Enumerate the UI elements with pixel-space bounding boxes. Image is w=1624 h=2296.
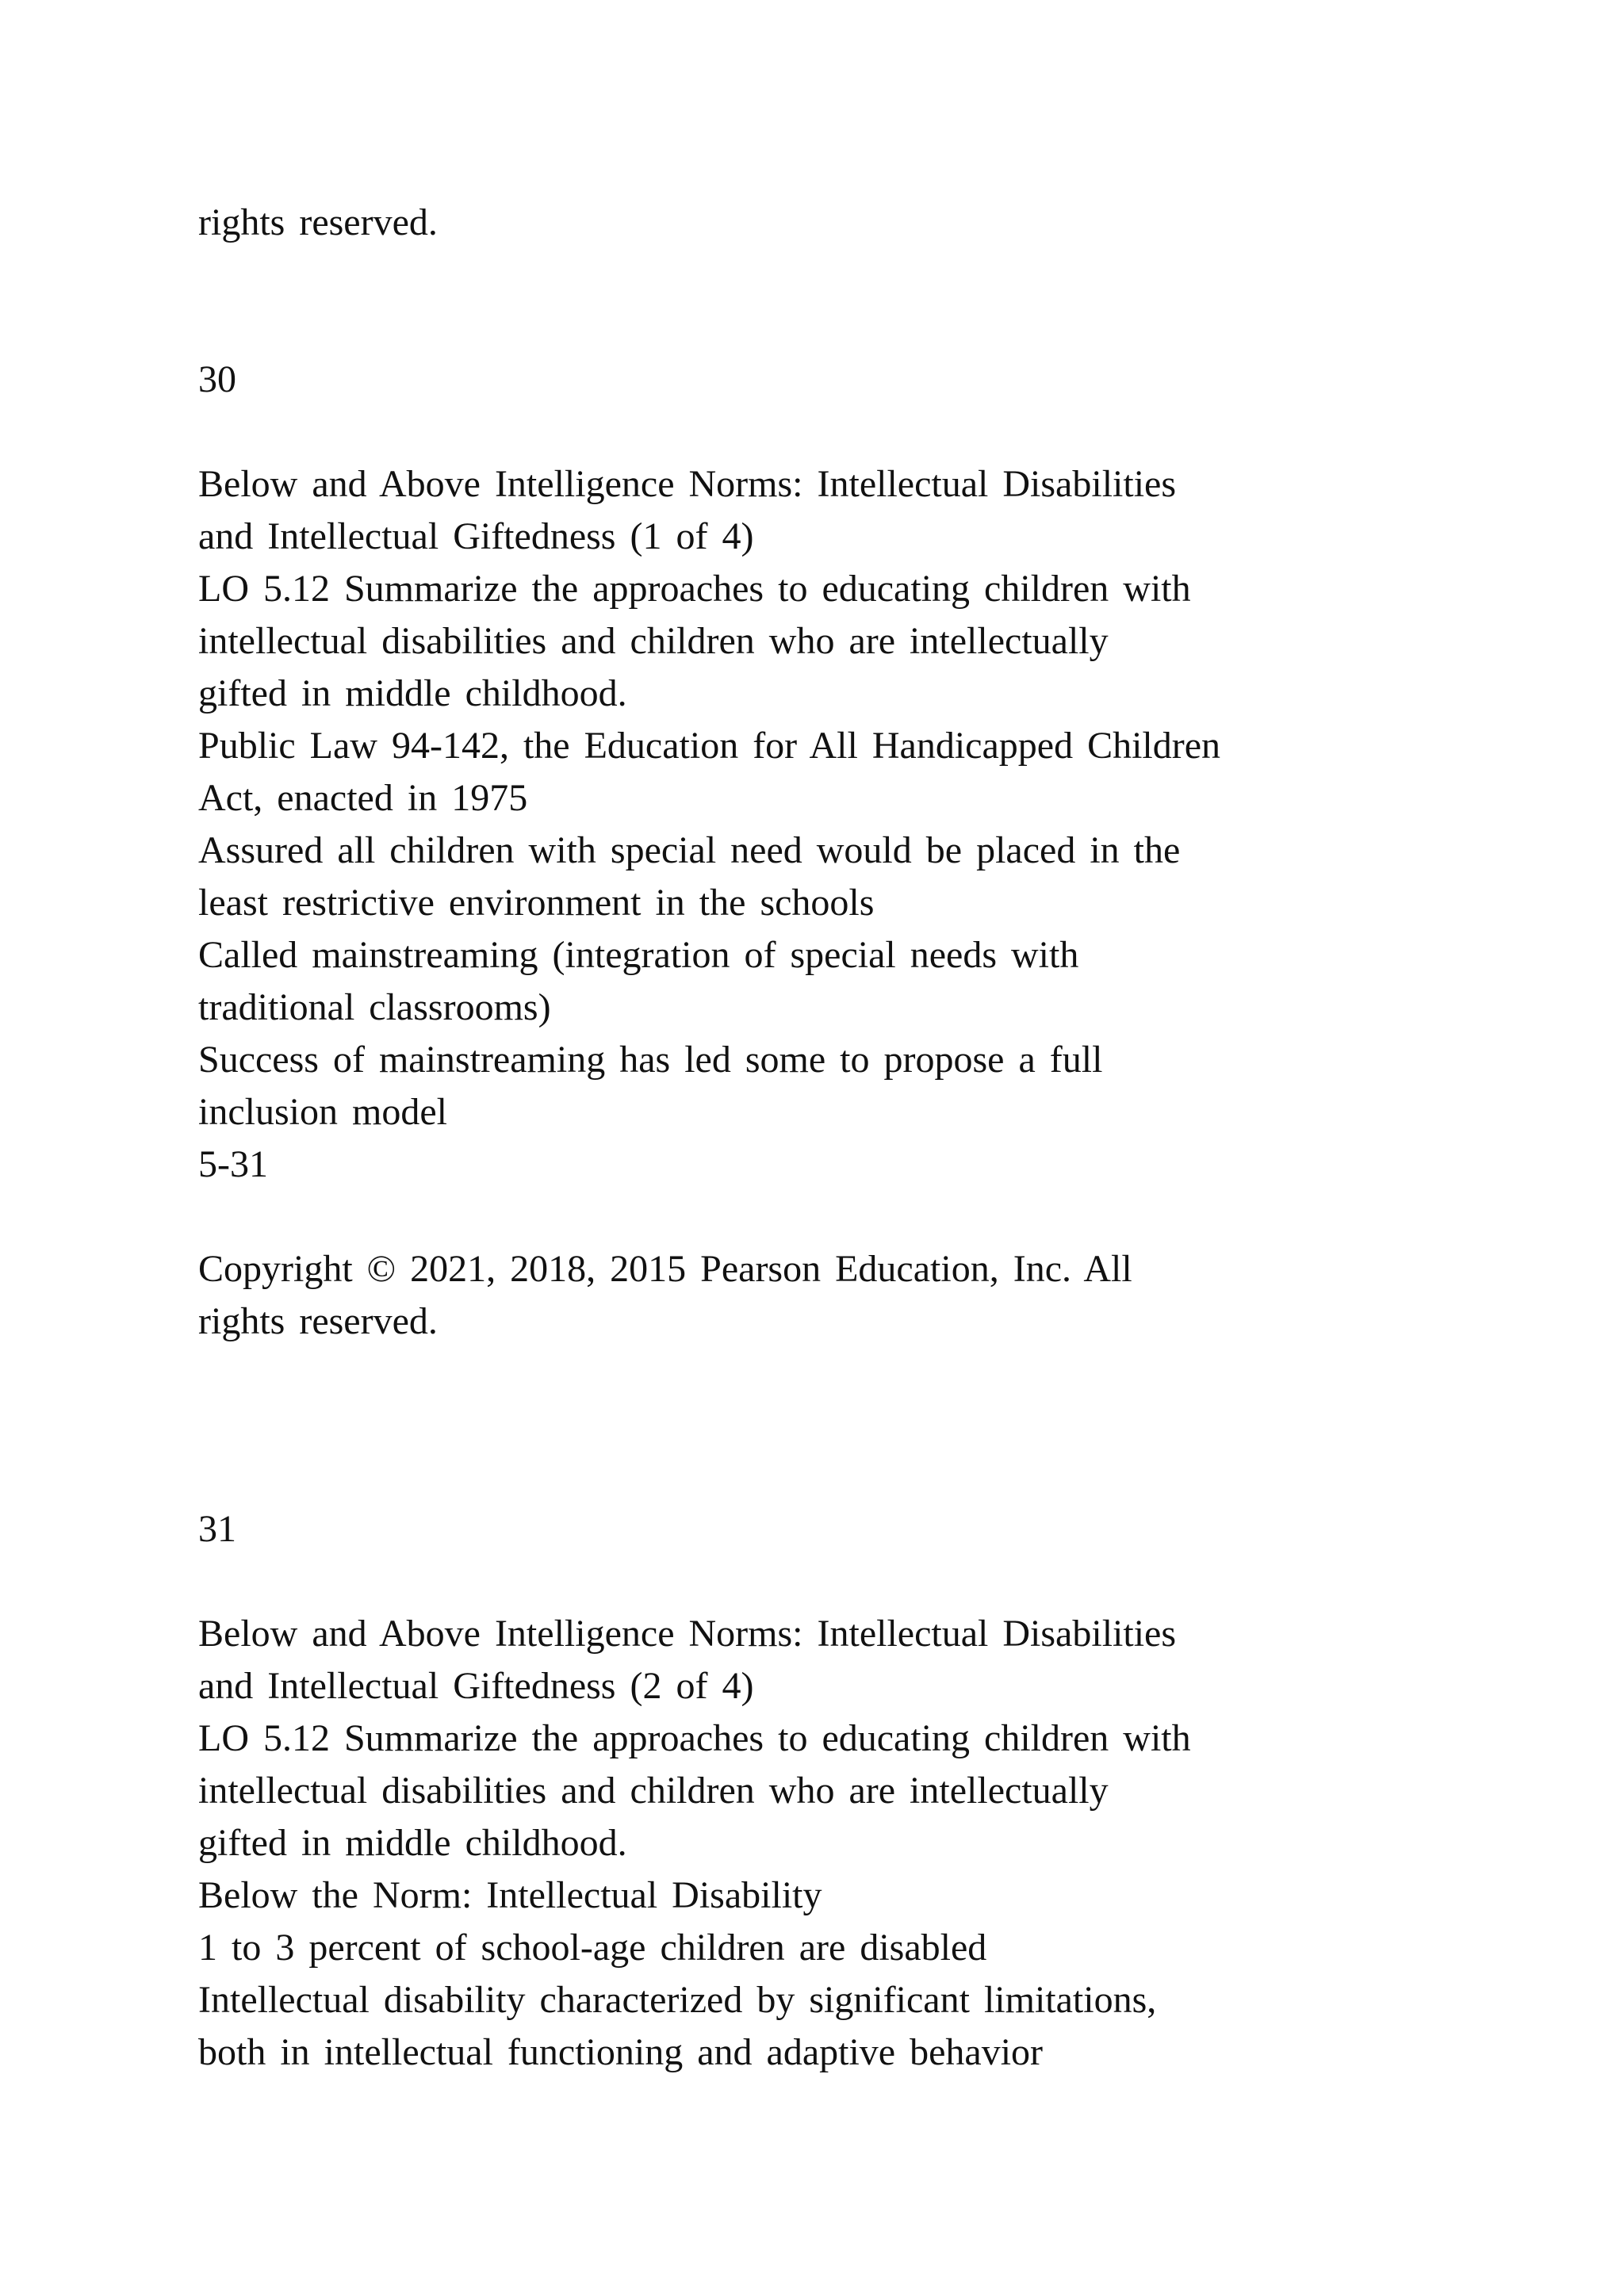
slide-title: Below and Above Intelligence Norms: Intellectual Disabilities [198, 1613, 1177, 1655]
learning-objective: gifted in middle childhood. [198, 672, 627, 714]
text-line: Intellectual disability characterized by significant limitations, [198, 1979, 1157, 2021]
learning-objective: LO 5.12 Summarize the approaches to educating children with [198, 568, 1191, 610]
learning-objective: LO 5.12 Summarize the approaches to educating children with [198, 1717, 1191, 1759]
slide-title: Below and Above Intelligence Norms: Intellectual Disabilities [198, 463, 1177, 505]
slide-page-number: 5-31 [198, 1143, 268, 1185]
text-line: Assured all children with special need would be placed in the [198, 829, 1181, 871]
slide-number: 30 [198, 358, 236, 400]
text-line: rights reserved. [198, 201, 438, 243]
text-line: least restrictive environment in the schools [198, 882, 875, 924]
learning-objective: gifted in middle childhood. [198, 1822, 627, 1864]
text-line: Success of mainstreaming has led some to propose a full [198, 1039, 1103, 1081]
learning-objective: intellectual disabilities and children who are intellectually [198, 620, 1109, 662]
slide-title: and Intellectual Giftedness (2 of 4) [198, 1665, 754, 1707]
slide-title: and Intellectual Giftedness (1 of 4) [198, 515, 754, 557]
text-line: both in intellectual functioning and adaptive behavior [198, 2031, 1044, 2073]
text-line: 1 to 3 percent of school-age children are disabled [198, 1927, 987, 1969]
learning-objective: intellectual disabilities and children who are intellectually [198, 1770, 1109, 1812]
text-line: inclusion model [198, 1091, 447, 1133]
text-line: traditional classrooms) [198, 986, 551, 1028]
text-line: Act, enacted in 1975 [198, 777, 528, 819]
text-line: Public Law 94-142, the Education for All Handicapped Children [198, 725, 1221, 767]
text-line: Called mainstreaming (integration of special needs with [198, 934, 1079, 976]
text-line: Below the Norm: Intellectual Disability [198, 1874, 822, 1916]
copyright-line: rights reserved. [198, 1300, 438, 1342]
slide-number: 31 [198, 1508, 236, 1550]
copyright-line: Copyright © 2021, 2018, 2015 Pearson Education, Inc. All [198, 1248, 1132, 1290]
